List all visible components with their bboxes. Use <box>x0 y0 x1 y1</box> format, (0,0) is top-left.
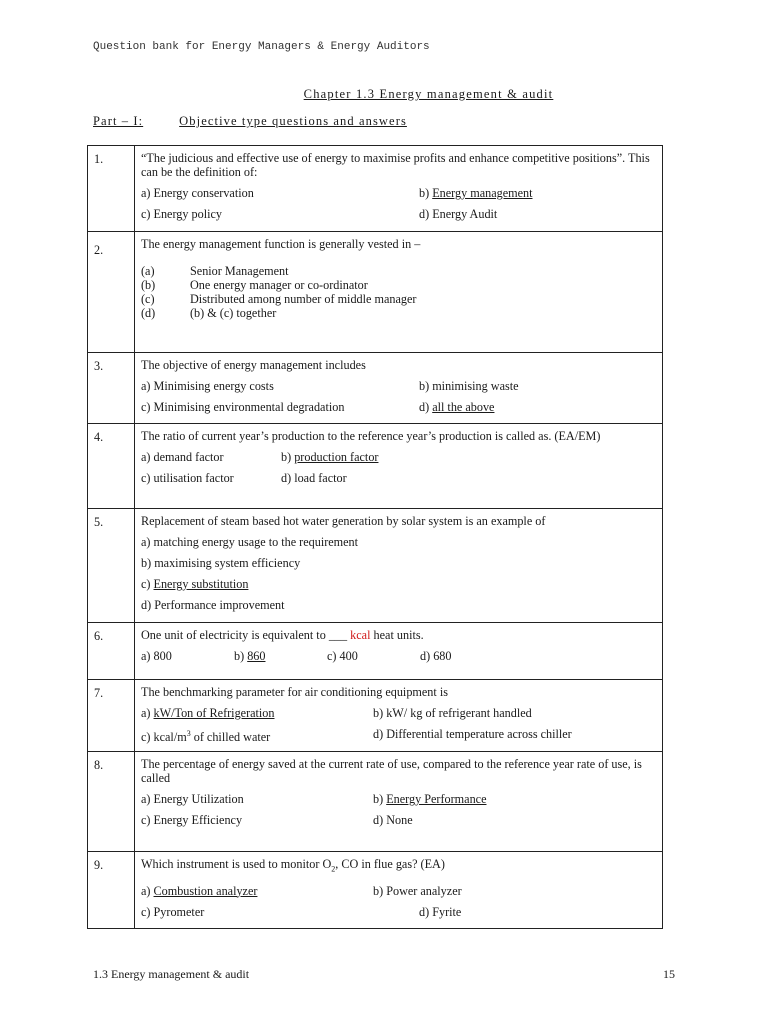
option-d: d) Energy Audit <box>419 207 498 221</box>
question-number: 6. <box>88 623 135 680</box>
option-a: a) Minimising energy costs <box>141 379 274 393</box>
option-d: d) load factor <box>281 471 347 485</box>
option-c: c) Energy policy <box>141 207 222 221</box>
question-cell <box>135 232 663 353</box>
table-row <box>88 623 663 680</box>
option-c: c) Energy substitution <box>141 577 249 591</box>
table-row <box>88 680 663 752</box>
table-row <box>88 232 663 353</box>
option-c: c) 400 <box>327 649 358 663</box>
footer-chapter: 1.3 Energy management & audit <box>93 967 250 981</box>
question-text: Replacement of steam based hot water generation by solar system is an example of <box>141 514 546 528</box>
option-b: b) Power analyzer <box>373 883 462 898</box>
correct-answer: Energy management <box>432 186 533 200</box>
question-cell <box>135 424 663 509</box>
question-cell <box>135 623 663 680</box>
option-a: (a) Senior Management <box>141 264 289 278</box>
question-number: 3. <box>88 353 135 424</box>
correct-answer: 860 <box>247 649 266 663</box>
question-cell <box>135 146 663 232</box>
question-cell <box>135 680 663 752</box>
table-row <box>88 852 663 929</box>
option-list <box>141 264 656 320</box>
page-number: 15 <box>663 967 675 981</box>
question-cell <box>135 509 663 623</box>
question-text: Which instrument is used to monitor $O_2$, CO in flue gas? (EA) <box>141 857 445 874</box>
option-b: b) production factor <box>281 450 379 464</box>
question-cell <box>135 752 663 852</box>
option-d: d) all the above <box>419 400 495 414</box>
question-text: “The judicious and effective use of energy to maximise profits and enhance competitive positions”. This can be the definition of: <box>141 151 650 179</box>
option-c: c) Pyrometer <box>141 904 205 919</box>
option-d: d) None <box>373 813 413 828</box>
running-header: Question bank for Energy Managers & Energy Auditors <box>93 41 430 53</box>
option-a: a) 800 <box>141 649 172 663</box>
option-a: a) Energy Utilization <box>141 792 244 807</box>
question-number: 5. <box>88 509 135 623</box>
table-row <box>88 146 663 232</box>
correct-answer: kW/Ton of Refrigeration <box>153 706 275 720</box>
correct-answer: all the above <box>432 400 495 414</box>
question-number: 2. <box>88 232 135 353</box>
correct-answer: Energy Performance <box>386 792 487 807</box>
option-a: a) Combustion analyzer <box>141 883 258 898</box>
option-b: b) maximising system efficiency <box>141 556 301 570</box>
question-text: The ratio of current year’s production to the reference year’s production is called as. (EA/EM) <box>141 429 601 443</box>
part-heading: Part – I: Objective type questions and answers <box>93 114 407 128</box>
highlight-unit: kcal <box>350 628 371 642</box>
question-text: The energy management function is generally vested in – <box>141 237 421 251</box>
option-b: b) kW/ kg of refrigerant handled <box>373 706 532 720</box>
question-text: The benchmarking parameter for air conditioning equipment is <box>141 685 448 699</box>
table-row <box>88 752 663 852</box>
option-b: (b) One energy manager or co-ordinator <box>141 278 368 292</box>
option-b: b) Energy management <box>419 186 533 200</box>
option-b: b) minimising waste <box>419 379 519 393</box>
question-text: One unit of electricity is equivalent to ___ kcal heat units. <box>141 628 424 642</box>
option-a: a) Energy conservation <box>141 186 254 200</box>
option-d: d) Fyrite <box>419 904 462 919</box>
option-d: d) Differential temperature across chiller <box>373 727 572 741</box>
question-cell <box>135 852 663 929</box>
correct-answer: Energy substitution <box>153 577 249 591</box>
option-c: c) utilisation factor <box>141 471 234 485</box>
table-row <box>88 353 663 424</box>
option-c: c) kcal/$m^3$ of chilled water <box>141 729 271 745</box>
question-number: 9. <box>88 852 135 929</box>
option-a: a) demand factor <box>141 450 224 464</box>
question-number: 4. <box>88 424 135 509</box>
correct-answer: Combustion analyzer <box>153 883 258 898</box>
table-row <box>88 424 663 509</box>
question-table <box>87 145 663 929</box>
question-text: The percentage of energy saved at the current rate of use, compared to the reference year rate of use, is called <box>141 757 642 786</box>
option-b: b) 860 <box>234 649 266 663</box>
option-d: (d) (b) & (c) together <box>141 306 277 320</box>
question-cell <box>135 353 663 424</box>
chapter-title: Chapter 1.3 Energy management & audit <box>303 87 554 101</box>
option-row <box>141 649 656 663</box>
question-number: 7. <box>88 680 135 752</box>
option-d: d) 680 <box>420 649 452 663</box>
option-b: b) Energy Performance <box>373 792 487 807</box>
option-c: (c) Distributed among number of middle manager <box>141 292 417 306</box>
correct-answer: production factor <box>294 450 379 464</box>
option-d: d) Performance improvement <box>141 598 285 612</box>
table-row <box>88 509 663 623</box>
option-a: a) matching energy usage to the requirement <box>141 535 359 549</box>
option-a: a) kW/Ton of Refrigeration <box>141 706 275 720</box>
question-number: 1. <box>88 146 135 232</box>
question-text: The objective of energy management includes <box>141 358 366 372</box>
option-c: c) Energy Efficiency <box>141 813 243 828</box>
question-number: 8. <box>88 752 135 852</box>
option-c: c) Minimising environmental degradation <box>141 400 345 414</box>
